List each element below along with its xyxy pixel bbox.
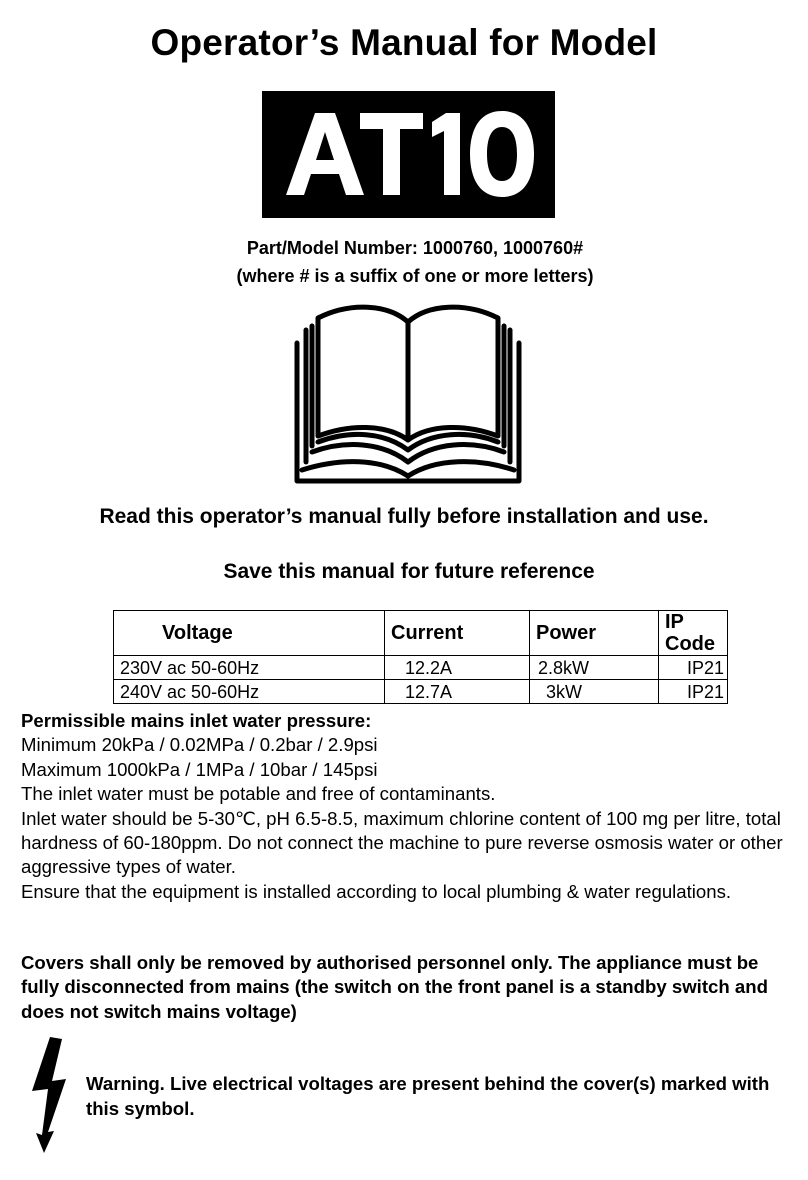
water-min-pressure: Minimum 20kPa / 0.02MPa / 0.2bar / 2.9psi [21, 734, 378, 756]
header-current: Current [385, 611, 530, 656]
model-logo [262, 91, 555, 218]
electrical-warning: Warning. Live electrical voltages are present behind the cover(s) marked with this symbol. [86, 1073, 770, 1119]
covers-notice: Covers shall only be removed by authorised personnel only. The appliance must be fully disconnected from mains (the switch on the front panel is a standby switch and does not switch mains voltage) [21, 952, 768, 1022]
part-number-suffix-note: (where # is a suffix of one or more letters) [236, 266, 594, 286]
table-row [114, 656, 728, 680]
water-potable-note: The inlet water must be potable and free of contaminants. [21, 783, 496, 805]
water-max-pressure: Maximum 1000kPa / 1MPa / 10bar / 145psi [21, 758, 378, 780]
read-manual-notice: Read this operator’s manual fully before installation and use. [99, 505, 709, 528]
electrical-specs-table [113, 610, 728, 704]
cell-voltage: 240V ac 50-60Hz [114, 680, 385, 704]
cell-current: 12.7A [385, 680, 530, 704]
cell-ip-code: IP21 [659, 680, 728, 704]
table-header-row [114, 611, 728, 656]
lightning-bolt-icon [28, 1035, 72, 1160]
water-quality-note: Inlet water should be 5-30℃, pH 6.5-8.5, maximum chlorine content of 100 mg per litre, total hardness of 60-180ppm. Do not connect the machine to pure reverse osmosis water or other aggressive types of water. [21, 807, 783, 878]
page-title: Operator’s Manual for Model [150, 22, 658, 63]
cell-power: 3kW [530, 680, 659, 704]
part-number-block [0, 234, 808, 290]
save-manual-notice: Save this manual for future reference [223, 560, 595, 583]
header-voltage: Voltage [114, 611, 385, 656]
part-number: Part/Model Number: 1000760, 1000760# [246, 238, 584, 258]
model-logo-mark [262, 91, 555, 218]
header-power: Power [530, 611, 659, 656]
water-heading: Permissible mains inlet water pressure: [21, 710, 372, 731]
open-book-icon [0, 300, 808, 505]
water-requirements [21, 709, 801, 904]
cell-voltage: 230V ac 50-60Hz [114, 656, 385, 680]
cell-current: 12.2A [385, 656, 530, 680]
table-row [114, 680, 728, 704]
cell-power: 2.8kW [530, 656, 659, 680]
plumbing-regulations-note: Ensure that the equipment is installed according to local plumbing & water regulations. [21, 880, 732, 902]
header-ip-code: IP Code [659, 611, 728, 656]
cell-ip-code: IP21 [659, 656, 728, 680]
